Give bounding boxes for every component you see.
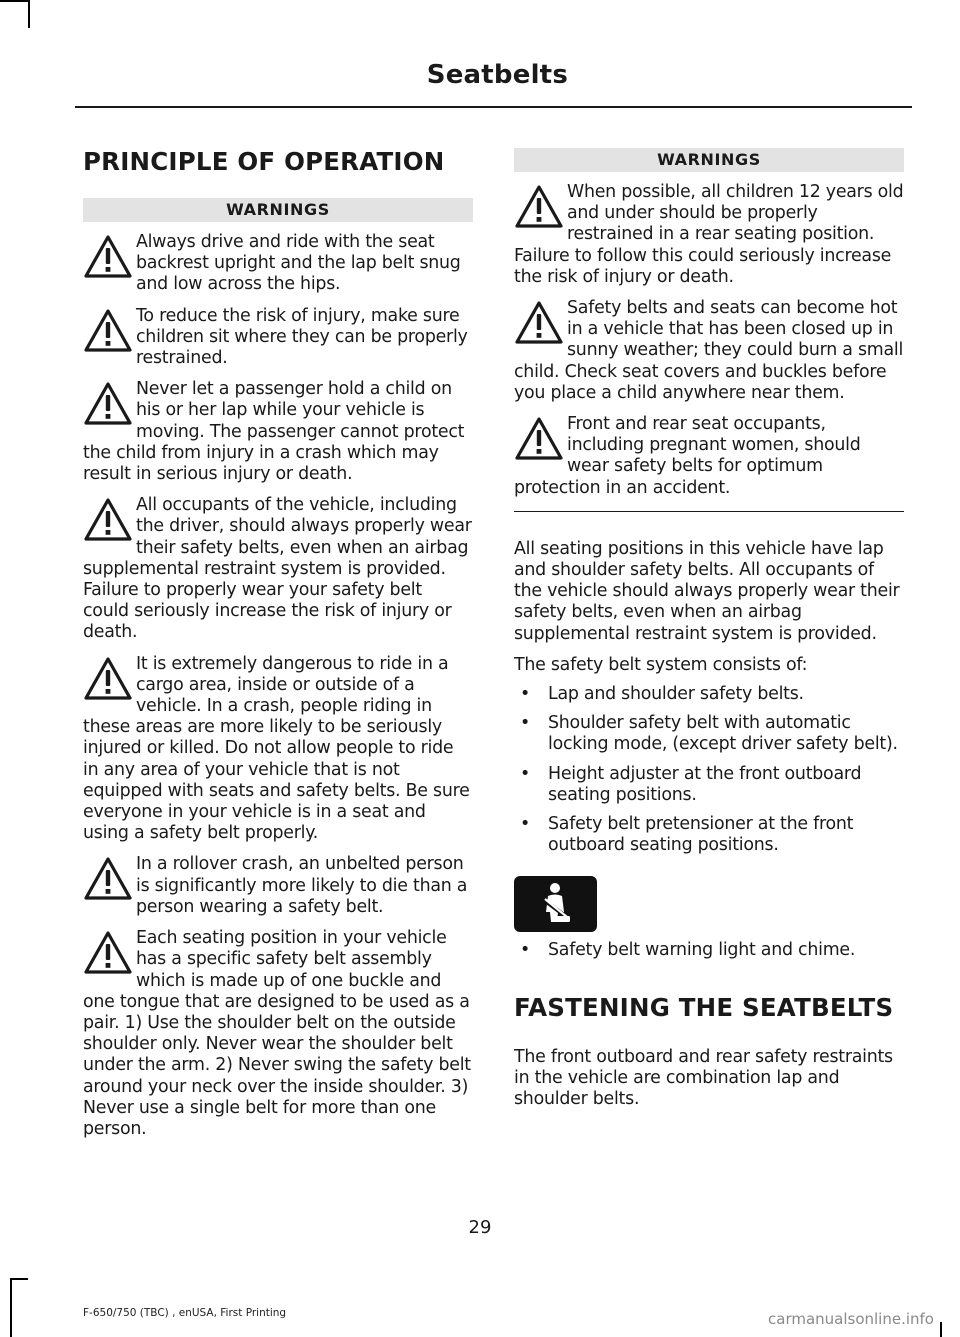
list-item <box>514 684 904 705</box>
seatbelt-warning-light-icon <box>514 876 597 932</box>
icon-bullet-list <box>514 940 904 961</box>
warning-triangle-icon <box>83 856 135 904</box>
feature-list <box>514 684 904 856</box>
intro-paragraph: All seating positions in this vehicle have lap and shoulder safety belts. All occupants of the vehicle should always properly wear their safety belts, even when an airbag supplemental restraint system is provided. <box>514 538 900 644</box>
warnings-box <box>83 198 473 1140</box>
list-item <box>514 940 904 961</box>
list-item <box>514 713 904 755</box>
warnings-label: WARNINGS <box>83 198 473 222</box>
warning-triangle-icon <box>83 381 135 429</box>
warnings-label: WARNINGS <box>514 148 904 172</box>
footer-text: F-650/750 (TBC) , enUSA, First Printing <box>83 1307 287 1319</box>
warning-triangle-icon <box>83 497 135 545</box>
crop-mark <box>0 0 30 2</box>
crop-mark <box>10 1278 28 1280</box>
warning-text: To reduce the risk of injury, make sure children sit where they can be properly restrained. <box>136 305 468 369</box>
page-title: Seatbelts <box>426 60 568 90</box>
watermark: carmanualsonline.info <box>768 1310 934 1328</box>
header-divider <box>75 106 912 108</box>
warning-item <box>83 854 473 918</box>
warning-triangle-icon <box>83 308 135 356</box>
bullet-marker: • <box>520 713 531 734</box>
warning-item <box>83 495 473 643</box>
right-column <box>514 146 904 1110</box>
warning-triangle-icon <box>83 234 135 282</box>
list-item-text: Lap and shoulder safety belts. <box>548 684 804 705</box>
warning-text: It is extremely dangerous to ride in a cargo area, inside or outside of a vehicle. In a crash, people riding in these areas are more likely to be seriously injured or killed. Do not allow people to ride in any area of your vehicle that is not equipped with seats and safety belts. Be sure everyone in your vehicle is in a seat and using a safety belt properly. <box>83 653 470 844</box>
section-heading-principle: PRINCIPLE OF OPERATION <box>83 147 445 176</box>
list-item-text: Shoulder safety belt with automatic locking mode, (except driver safety belt). <box>548 713 898 755</box>
warnings-end-divider <box>514 511 904 512</box>
list-item <box>514 814 904 856</box>
fastening-paragraph: The front outboard and rear safety restraints in the vehicle are combination lap and shoulder belts. <box>514 1046 893 1110</box>
warning-text: Safety belts and seats can become hot in a vehicle that has been closed up in sunny weather; they could burn a small child. Check seat covers and buckles before you place a child anywhere near them. <box>514 298 904 403</box>
warning-text: Always drive and ride with the seat backrest upright and the lap belt snug and low across the hips. <box>136 232 461 295</box>
warning-text: Front and rear seat occupants, including pregnant women, should wear safety belts for optimum protection in an accident. <box>514 414 861 498</box>
bullet-marker: • <box>520 940 531 961</box>
list-item-text: Height adjuster at the front outboard seating positions. <box>548 763 862 805</box>
warning-triangle-icon <box>514 416 566 464</box>
warning-text: All occupants of the vehicle, including the driver, should always properly wear their safety belts, even when an airbag supplemental restraint system is provided. Failure to properly wear your safety belt could seriously increase the risk of injury or death. <box>83 495 472 643</box>
warning-item <box>514 298 904 404</box>
system-intro: The safety belt system consists of: <box>514 654 808 675</box>
warning-text: Never let a passenger hold a child on his or her lap while your vehicle is moving. The passenger cannot protect the child from injury in a crash which may result in serious injury or death. <box>83 379 465 485</box>
list-item-text: Safety belt pretensioner at the front outboard seating positions. <box>548 814 854 856</box>
warning-text: Each seating position in your vehicle has a specific safety belt assembly which is made up of one buckle and one tongue that are designed to be used as a pair. 1) Use the shoulder belt on the outside shoulder only. Never wear the shoulder belt under the arm. 2) Never swing the safety belt around your neck over the inside shoulder. 3) Never use a single belt for more than one person. <box>83 928 471 1139</box>
warnings-box <box>514 148 904 512</box>
warning-triangle-icon <box>514 184 566 232</box>
bullet-marker: • <box>520 814 531 835</box>
warning-item <box>83 232 473 296</box>
warning-triangle-icon <box>83 930 135 978</box>
list-item <box>514 764 904 806</box>
page-number: 29 <box>468 1217 492 1238</box>
warning-item <box>83 928 473 1140</box>
warning-item <box>83 379 473 485</box>
warning-triangle-icon <box>514 300 566 348</box>
crop-mark <box>10 1278 12 1337</box>
section-heading-fastening: FASTENING THE SEATBELTS <box>514 992 894 1022</box>
warning-item <box>83 654 473 845</box>
crop-mark <box>940 1322 942 1337</box>
warning-item <box>514 182 904 288</box>
left-column <box>83 146 473 1140</box>
crop-mark <box>28 0 30 28</box>
warning-triangle-icon <box>83 656 135 704</box>
bullet-marker: • <box>520 763 531 784</box>
warning-item <box>514 414 904 499</box>
list-item-text: Safety belt warning light and chime. <box>548 940 856 961</box>
warning-text: When possible, all children 12 years old and under should be properly restrained in a rear seating position. Failure to follow this could seriously increase the risk of injury or death. <box>514 182 904 287</box>
warning-item <box>83 306 473 370</box>
warning-text: In a rollover crash, an unbelted person is significantly more likely to die than a person wearing a safety belt. <box>136 854 468 917</box>
bullet-marker: • <box>520 684 531 705</box>
